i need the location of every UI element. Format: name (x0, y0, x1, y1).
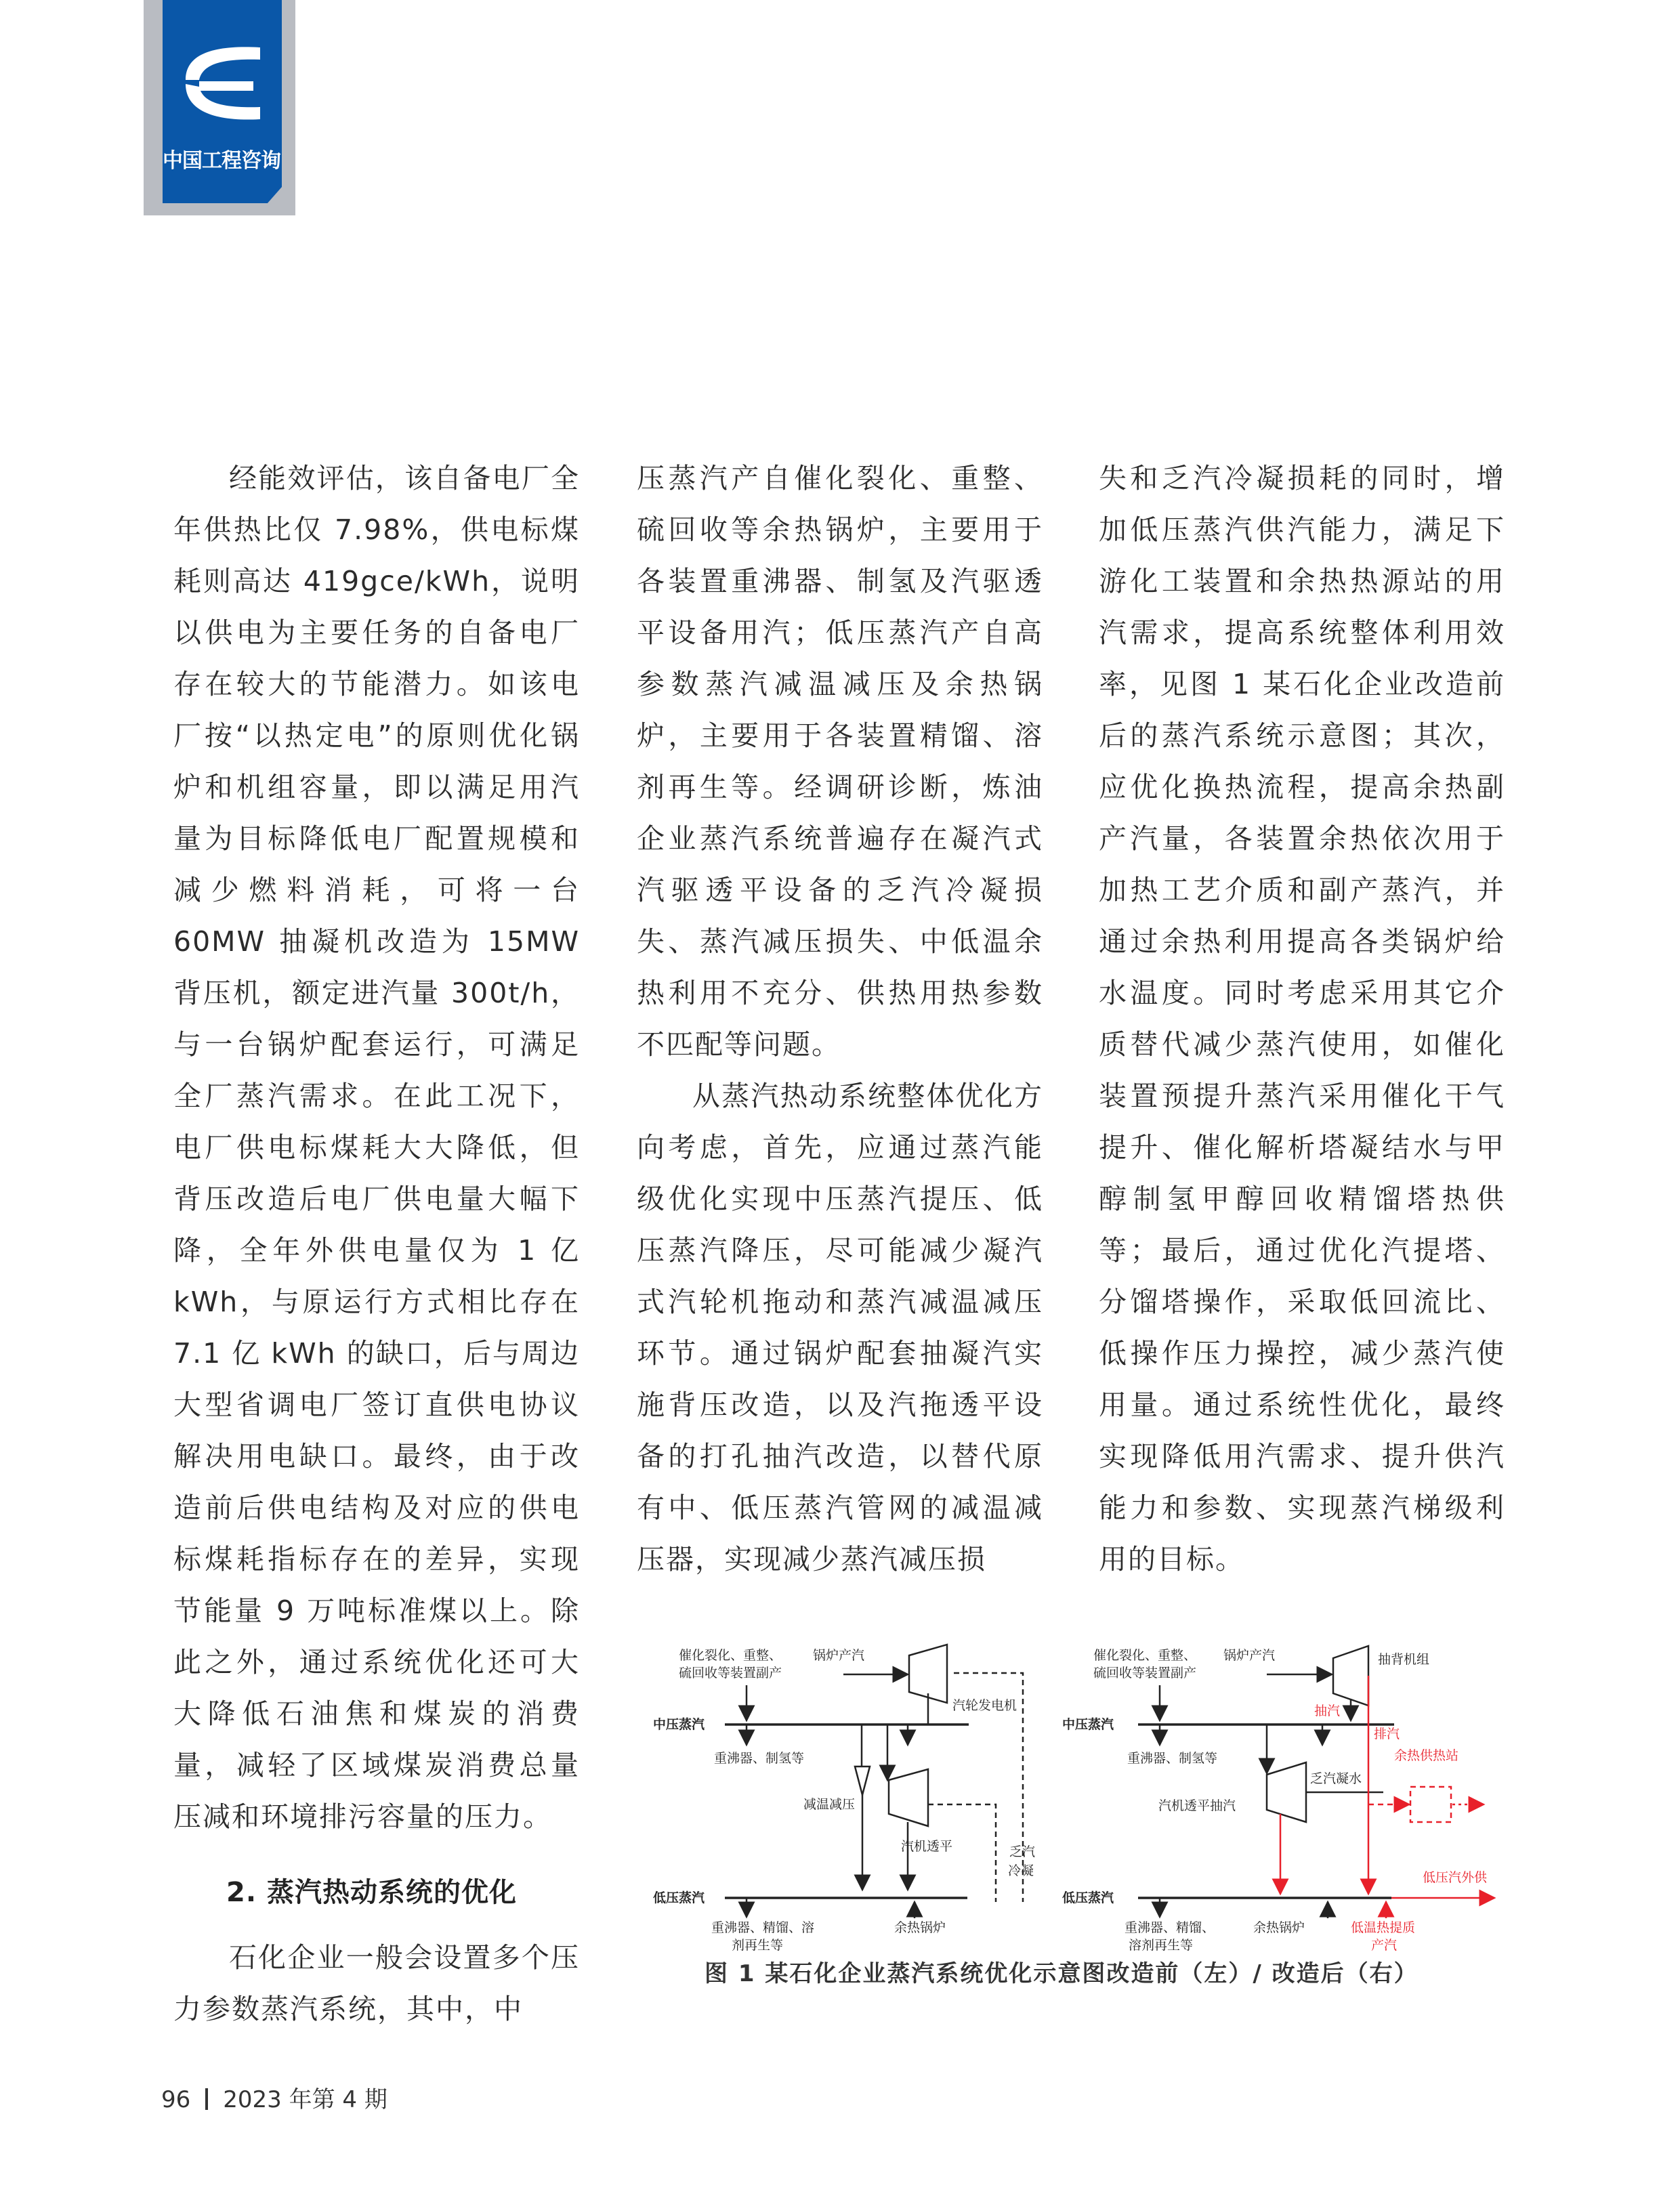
label: 低压蒸汽 (653, 1890, 705, 1905)
text-column-2 (637, 452, 1043, 1585)
label: 汽机透平 (901, 1839, 953, 1854)
label: 抽背机组 (1378, 1652, 1430, 1667)
issue-label: 2023 年第 4 期 (223, 2086, 387, 2113)
label: 乏汽 (1009, 1844, 1036, 1859)
journal-badge (144, 0, 295, 215)
journal-logo-icon (172, 39, 272, 127)
extraction-turbine-shape (1267, 1762, 1306, 1822)
text-column-1 (173, 452, 580, 2035)
section-heading: 2. 蒸汽热动系统的优化 (226, 1877, 517, 1908)
label: 重沸器、精馏、溶 (711, 1920, 815, 1935)
label: 余热供热站 (1394, 1748, 1459, 1763)
label: 产汽 (1371, 1938, 1398, 1953)
paragraph: 从蒸汽热动系统整体优化方向考虑，首先，应通过蒸汽能级优化实现中压蒸汽提压、低压蒸汽降压，尽可能减少凝汽式汽轮机拖动和蒸汽减温减压环节。通过锅炉配套抽凝汽实施背压改造，以及汽拖透平设备的打孔抽汽改造，以替代原有中、低压蒸汽管网的减温减压器，实现减少蒸汽减压损 (637, 1080, 1043, 1575)
paragraph: 压蒸汽产自催化裂化、重整、硫回收等余热锅炉，主要用于各装置重沸器、制氢及汽驱透平设备用汽；低压蒸汽产自高参数蒸汽减温减压及余热锅炉，主要用于各装置精馏、溶剂再生等。经调研诊断，炼油企业蒸汽系统普遍存在凝汽式汽驱透平设备的乏汽冷凝损失、蒸汽减压损失、中低温余热利用不充分、供热用热参数不匹配等问题。 (637, 462, 1043, 1061)
label: 催化裂化、重整、 (1093, 1648, 1197, 1663)
footer-divider (205, 2088, 208, 2110)
label: 锅炉产汽 (1223, 1648, 1276, 1663)
label: 低压汽外供 (1423, 1870, 1488, 1885)
figure-steam-system (644, 1645, 1512, 1953)
label: 溶剂再生等 (1129, 1938, 1194, 1953)
diagram-after-labels (1062, 1648, 1429, 1953)
label: 剂再生等 (732, 1938, 784, 1953)
label: 余热锅炉 (894, 1920, 946, 1935)
page-number: 96 (161, 2086, 191, 2113)
label: 余热锅炉 (1253, 1920, 1305, 1935)
figure-caption: 图 1 某石化企业蒸汽系统优化示意图改造前（左）/ 改造后（右） (705, 1960, 1419, 1987)
diagram-before-labels (653, 1648, 1035, 1953)
label: 催化裂化、重整、 (679, 1648, 782, 1663)
label: 抽汽 (1314, 1704, 1341, 1718)
label: 低压蒸汽 (1062, 1890, 1114, 1905)
label: 汽机透平抽汽 (1158, 1798, 1236, 1813)
label: 硫回收等装置副产 (1093, 1666, 1197, 1680)
label: 重沸器、精馏、 (1125, 1920, 1215, 1935)
label: 低温热提质 (1351, 1920, 1416, 1935)
paragraph: 失和乏汽冷凝损耗的同时，增加低压蒸汽供汽能力，满足下游化工装置和余热热源站的用汽需求，提高系统整体利用效率，见图 1 某石化企业改造前后的蒸汽系统示意图；其次，应优化换热流程，提高余热副产汽量，各装置余热依次用于加热工艺介质和副产蒸汽，并通过余热利用提高各类锅炉给水温度。同时考虑采用其它介质替代减少蒸汽使用，如催化装置预提升蒸汽采用催化干气提升、催化解析塔凝结水与甲醇制氢甲醇回收精馏塔热供等；最后，通过优化汽提塔、分馏塔操作，采取低回流比、低操作压力操控，减少蒸汽使用量。通过系统性优化，最终实现降低用汽需求、提升供汽能力和参数、实现蒸汽梯级利用的目标。 (1099, 462, 1505, 1575)
diagram-after-red-labels (1314, 1704, 1488, 1953)
text-column-3 (1099, 452, 1505, 1585)
label: 中压蒸汽 (653, 1717, 705, 1732)
diagram-before (725, 1645, 1023, 1918)
label: 中压蒸汽 (1062, 1717, 1114, 1732)
backpressure-turbine-shape (1333, 1646, 1368, 1706)
heat-station-box (1410, 1787, 1451, 1822)
journal-name: 中国工程咨询 (163, 149, 280, 173)
label: 乏汽凝水 (1310, 1771, 1362, 1786)
label: 重沸器、制氢等 (1127, 1751, 1218, 1766)
label: 汽轮发电机 (952, 1698, 1017, 1713)
steam-diagram (644, 1645, 1512, 1953)
label: 硫回收等装置副产 (679, 1666, 782, 1680)
label: 冷凝 (1008, 1863, 1034, 1878)
label: 锅炉产汽 (813, 1648, 865, 1663)
label: 减温减压 (803, 1797, 856, 1812)
label: 重沸器、制氢等 (714, 1751, 805, 1766)
reducer-valve-shape (855, 1767, 870, 1795)
paragraph: 经能效评估，该自备电厂全年供热比仅 7.98%，供电标煤耗则高达 419gce/kWh，说明以供电为主要任务的自备电厂存在较大的节能潜力。如该电厂按“以热定电”的原则优化锅炉和机组容量，即以满足用汽量为目标降低电厂配置规模和减少燃料消耗，可将一台 60MW 抽凝机改造为 15MW 背压机，额定进汽量 300t/h，与一台锅炉配套运行，可满足全厂蒸汽需求。在此工况下，电厂供电标煤耗大大降低，但背压改造后电厂供电量大幅下降，全年外供电量仅为 1 亿 kWh，与原运行方式相比存在 7.1 亿 kWh 的缺口，后与周边大型省调电厂签订直供电协议解决用电缺口。最终，由于改造前后供电结构及对应的供电标煤耗指标存在的差异，实现节能量 9 万吨标准煤以上。除此之外，通过系统优化还可大大降低石油焦和煤炭的消费量，减轻了区域煤炭消费总量压减和环境排污容量的压力。 (173, 462, 580, 1833)
page-footer (161, 2081, 387, 2114)
drive-turbine-shape (889, 1769, 928, 1826)
label: 排汽 (1374, 1727, 1400, 1741)
paragraph: 石化企业一般会设置多个压力参数蒸汽系统，其中，中 (173, 1941, 580, 2025)
